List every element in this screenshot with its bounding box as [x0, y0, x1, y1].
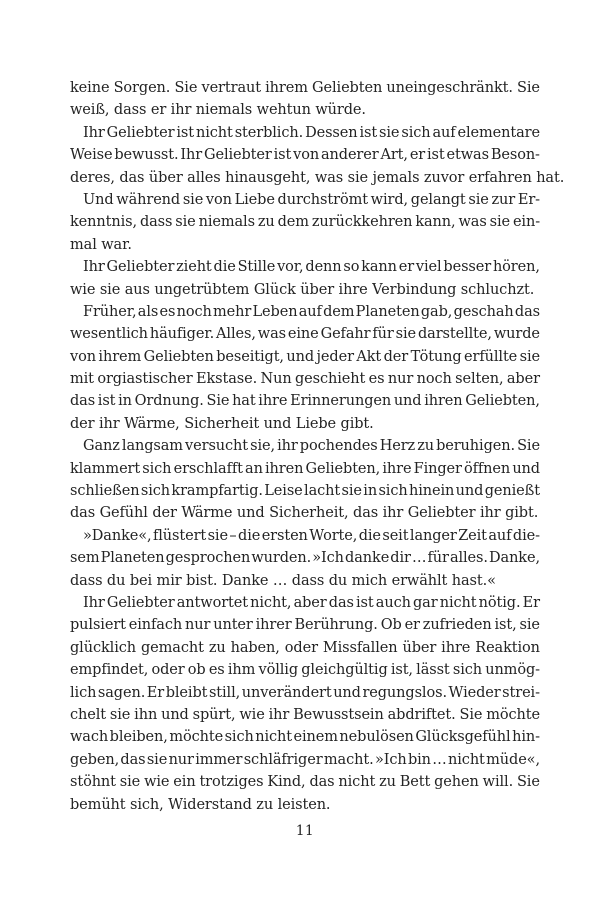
- text-line: schließen sich krampfartig. Leise lacht sie in sich hinein und genießt: [70, 483, 540, 500]
- paragraph: [70, 189, 540, 256]
- page-number: 11: [295, 823, 315, 839]
- text-line: deres, das über alles hinausgeht, was sie jemals zuvor erfahren hat.: [70, 169, 565, 186]
- text-line: sem Planeten gesprochen wurden. »Ich danke dir … für alles. Danke,: [70, 550, 540, 567]
- text-line: keine Sorgen. Sie vertraut ihrem Geliebten uneingeschränkt. Sie: [70, 80, 540, 96]
- paragraph: [70, 435, 540, 525]
- paragraph: [70, 525, 540, 592]
- text-line: das ist in Ordnung. Sie hat ihre Erinnerungen und ihren Geliebten,: [70, 393, 540, 410]
- text-line: weiß, dass er ihr niemals wehtun würde.: [70, 102, 366, 119]
- text-line: mit orgiastischer Ekstase. Nun geschieht es nur noch selten, aber: [70, 371, 540, 388]
- text-line: der ihr Wärme, Sicherheit und Liebe gibt.: [70, 415, 374, 432]
- text-line: Ihr Geliebter ist nicht sterblich. Dessen ist sie sich auf elementare: [83, 124, 540, 141]
- text-column: [70, 77, 565, 816]
- text-line: Ihr Geliebter antwortet nicht, aber das ist auch gar nicht nötig. Er: [83, 594, 540, 611]
- text-line: wach bleiben, möchte sich nicht einem nebulösen Glücksgefühl hin-: [70, 729, 540, 746]
- text-line: bemüht sich, Widerstand zu leisten.: [70, 796, 331, 813]
- paragraph: [70, 256, 540, 301]
- text-line: glücklich gemacht zu haben, oder Missfallen über ihre Reaktion: [70, 639, 540, 656]
- text-line: mal war.: [70, 236, 132, 253]
- text-line: kenntnis, dass sie niemals zu dem zurückkehren kann, was sie ein-: [70, 214, 540, 231]
- text-line: geben, das sie nur immer schläfriger macht. »Ich bin … nicht müde«,: [70, 751, 540, 768]
- text-line: lich sagen. Er bleibt still, unverändert und regungslos. Wieder strei-: [70, 684, 540, 701]
- text-line: »Danke«, flüstert sie – die ersten Worte, die seit langer Zeit auf die-: [83, 527, 540, 544]
- paragraph: [70, 122, 565, 189]
- text-line: Früher, als es noch mehr Leben auf dem Planeten gab, geschah das: [83, 303, 540, 320]
- paragraph: [70, 592, 540, 816]
- text-line: dass du bei mir bist. Danke … dass du mich erwählt hast.«: [70, 572, 496, 589]
- text-line: Und während sie von Liebe durchströmt wird, gelangt sie zur Er-: [83, 191, 540, 208]
- text-line: von ihrem Geliebten beseitigt, und jeder Akt der Tötung erfüllte sie: [70, 348, 540, 365]
- paragraph: [70, 77, 540, 122]
- text-line: stöhnt sie wie ein trotziges Kind, das nicht zu Bett gehen will. Sie: [70, 774, 540, 791]
- text-line: das Gefühl der Wärme und Sicherheit, das ihr Geliebter ihr gibt.: [70, 505, 539, 522]
- text-line: pulsiert einfach nur unter ihrer Berührung. Ob er zufrieden ist, sie: [70, 617, 540, 634]
- text-line: chelt sie ihn und spürt, wie ihr Bewusstsein abdriftet. Sie möchte: [70, 706, 540, 723]
- text-line: Weise bewusst. Ihr Geliebter ist von anderer Art, er ist etwas Beson-: [70, 147, 540, 164]
- text-line: wesentlich häufiger. Alles, was eine Gefahr für sie darstellte, wurde: [70, 326, 540, 343]
- text-line: Ihr Geliebter zieht die Stille vor, denn so kann er viel besser hören,: [83, 259, 540, 276]
- text-line: empfindet, oder ob es ihm völlig gleichgültig ist, lässt sich unmög-: [70, 662, 540, 679]
- text-line: wie sie aus ungetrübtem Glück über ihre Verbindung schluchzt.: [70, 281, 535, 298]
- text-line: klammert sich erschlafft an ihren Geliebten, ihre Finger öffnen und: [70, 460, 540, 477]
- paragraph: [70, 301, 540, 435]
- text-line: Ganz langsam versucht sie, ihr pochendes Herz zu beruhigen. Sie: [83, 438, 540, 455]
